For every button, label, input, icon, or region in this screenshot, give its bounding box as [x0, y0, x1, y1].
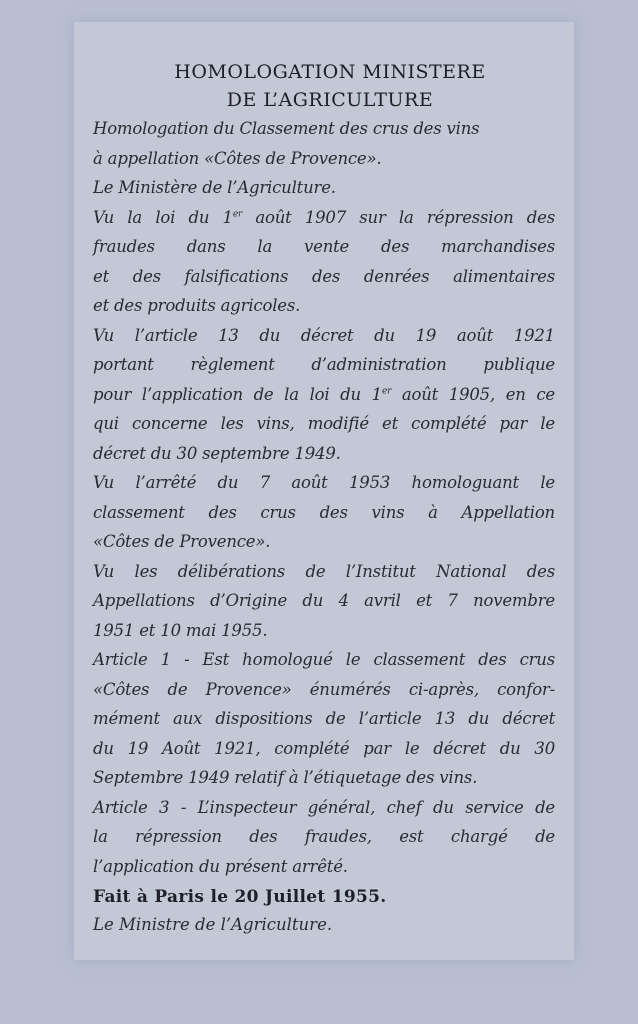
intro-line-3: Le Ministère de l’Agriculture.	[93, 178, 336, 197]
article1-line-5: Septembre 1949 relatif à l’étiquetage des vins.	[93, 768, 478, 787]
place-date-line: Fait à Paris le 20 Juillet 1955.	[93, 887, 387, 907]
article1-line-2: «Côtes de Provence» énumérés ci-après, confor-	[93, 679, 555, 699]
intro-line-1: Homologation du Classement des crus des vins	[93, 119, 480, 138]
para3-line-3: «Côtes de Provence».	[93, 532, 271, 551]
heading-line-2: DE L’AGRICULTURE	[226, 89, 434, 111]
para1-line-1-a: Vu la loi du 1	[93, 207, 233, 227]
para2-line-3-a: pour l’application de la loi du 1	[93, 384, 382, 404]
heading-line-1: HOMOLOGATION MINISTERE	[174, 61, 486, 83]
article-3	[93, 793, 555, 882]
para4-line-3: 1951 et 10 mai 1955.	[93, 620, 268, 640]
signature-line: Le Ministre de l’Agriculture.	[93, 915, 333, 934]
para2-line-5: décret du 30 septembre 1949.	[93, 443, 341, 463]
article1-line-4: du 19 Août 1921, complété par le décret du 30	[93, 738, 555, 758]
document-heading	[93, 58, 555, 114]
para1-line-3: et des falsifications des denrées alimentaires	[93, 266, 555, 286]
paragraph-deliberations	[93, 557, 555, 646]
intro-line-2: à appellation «Côtes de Provence».	[93, 148, 382, 168]
para4-line-1: Vu les délibérations de l’Institut National des	[93, 561, 555, 581]
paragraph-loi-1907	[93, 203, 555, 321]
para3-line-1: Vu l’arrêté du 7 août 1953 homologuant le	[93, 473, 555, 492]
para2-line-3-sup: er	[381, 386, 392, 396]
article3-line-1: Article 3 - L’inspecteur général, chef du service de	[93, 797, 555, 817]
para1-line-4: et des produits agricoles.	[93, 296, 301, 315]
para4-line-2: Appellations d’Origine du 4 avril et 7 novembre	[93, 591, 555, 610]
article1-line-3: mément aux dispositions de l’article 13 du décret	[93, 709, 555, 728]
document	[93, 58, 555, 939]
article-1	[93, 645, 555, 793]
intro-block	[93, 114, 555, 203]
para1-line-2: fraudes dans la vente des marchandises	[93, 237, 555, 256]
article3-line-2: la répression des fraudes, est chargé de	[93, 827, 555, 846]
paragraph-article-13	[93, 321, 555, 469]
para2-line-4: qui concerne les vins, modifié et complété par le	[93, 414, 555, 433]
para1-line-1	[93, 203, 555, 233]
para1-line-1-sup: er	[232, 209, 243, 219]
para2-line-3	[93, 380, 555, 410]
para2-line-2: portant règlement d’administration publique	[93, 355, 555, 374]
para2-line-3-b: août 1905, en ce	[391, 384, 555, 404]
paragraph-arrete-1953	[93, 468, 555, 557]
para2-line-1: Vu l’article 13 du décret du 19 août 1921	[93, 325, 555, 345]
article3-line-3: l’application du présent arrêté.	[93, 856, 348, 876]
article1-line-1: Article 1 - Est homologué le classement des crus	[93, 650, 555, 669]
para3-line-2: classement des crus des vins à Appellation	[93, 502, 555, 522]
para1-line-1-b: août 1907 sur la répression des	[242, 207, 555, 227]
